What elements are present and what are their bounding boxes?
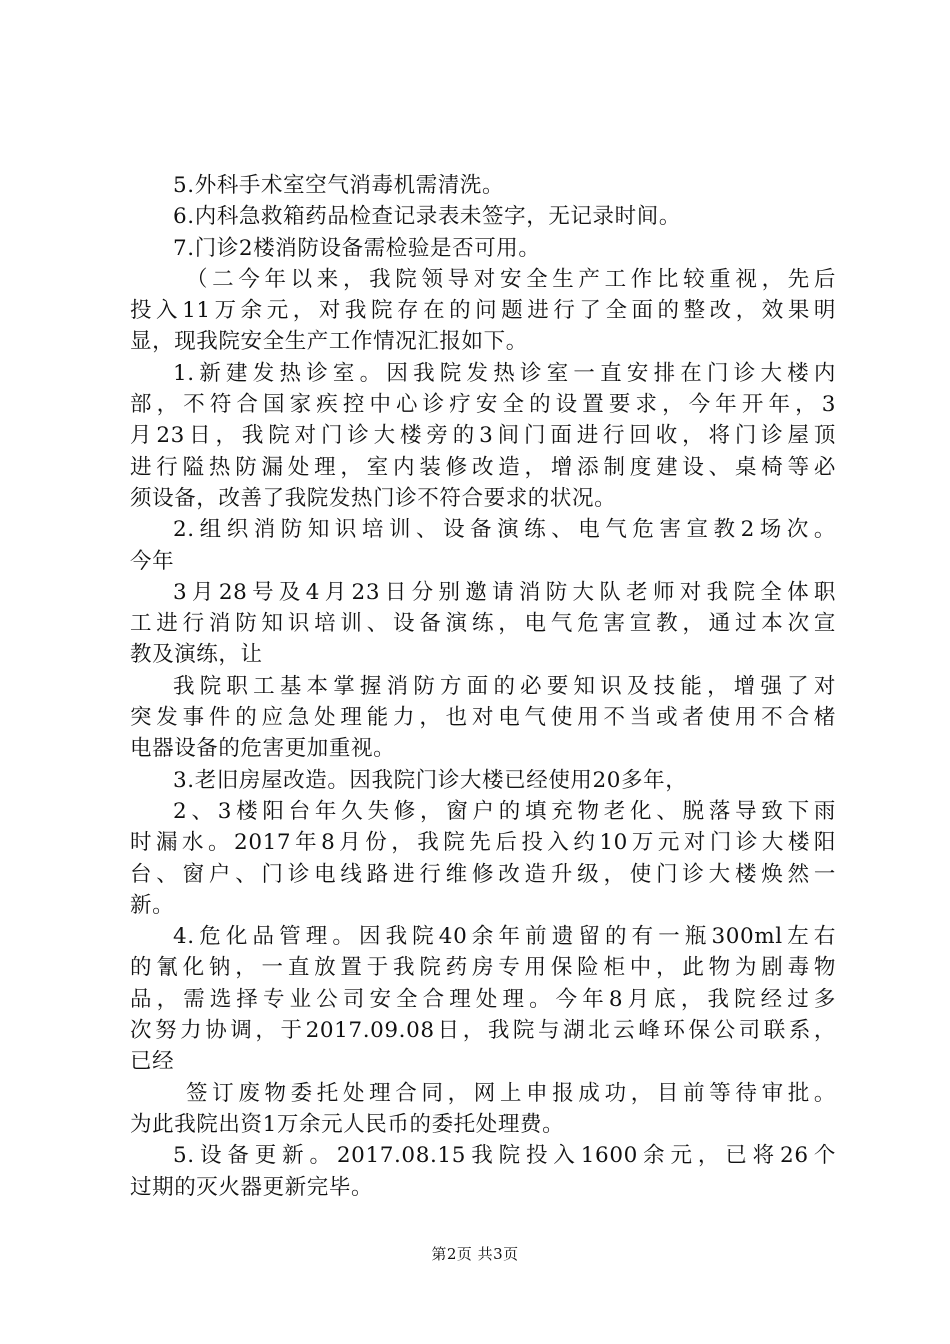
text-line: （二今年以来，我院领导对安全生产工作比较重视，先后 [186, 266, 836, 292]
text-line: 月23日，我院对门诊大楼旁的3间门面进行回收，将门诊屋顶 [130, 423, 836, 449]
text-line: 新。 [130, 892, 175, 918]
text-line: 为此我院出资1万余元人民币的委托处理费。 [130, 1111, 565, 1137]
text-line: 已经 [130, 1049, 175, 1075]
text-line: 4.危化品管理。因我院40余年前遗留的有一瓶300ml左右 [173, 924, 836, 950]
text-line: 次努力协调，于2017.09.08日，我院与湖北云峰环保公司联系， [130, 1018, 836, 1044]
text-line: 台、窗户、门诊电线路进行维修改造升级，使门诊大楼焕然一 [130, 861, 836, 887]
text-line: 须设备，改善了我院发热门诊不符合要求的状况。 [130, 485, 617, 511]
text-line: 工进行消防知识培训、设备演练，电气危害宣教，通过本次宣 [130, 611, 836, 637]
text-line: 2.组织消防知识培训、设备演练、电气危害宣教2场次。 [173, 517, 836, 543]
text-line: 6.内科急救箱药品检查记录表未签字，无记录时间。 [173, 204, 681, 230]
text-line: 进行隘热防漏处理，室内装修改造，增添制度建设、桌椅等必 [130, 454, 836, 480]
text-line: 5.外科手术室空气消毒机需清洗。 [173, 173, 505, 198]
text-line: 5.设备更新。2017.08.15我院投入1600余元，已将26个 [173, 1143, 836, 1169]
text-line: 品，需选择专业公司安全合理处理。今年8月底，我院经过多 [130, 986, 836, 1012]
text-line: 7.门诊2楼消防设备需检验是否可用。 [173, 235, 541, 261]
text-line: 时漏水。2017年8月份，我院先后投入约10万元对门诊大楼阳 [130, 830, 836, 856]
text-line: 电器设备的危害更加重视。 [130, 736, 396, 762]
text-line: 投入11万余元，对我院存在的问题进行了全面的整改，效果明 [130, 298, 836, 324]
text-line: 的氰化钠，一直放置于我院药房专用保险柜中，此物为剧毒物 [130, 955, 836, 981]
text-line: 1.新建发热诊室。因我院发热诊室一直安排在门诊大楼内 [173, 360, 836, 386]
text-line: 过期的灭火器更新完毕。 [130, 1174, 374, 1200]
text-line: 今年 [130, 548, 175, 574]
document-body [130, 170, 836, 1203]
text-line: 教及演练，让 [130, 642, 263, 668]
text-line: 3.老旧房屋改造。因我院门诊大楼已经使用20多年， [173, 767, 688, 793]
text-line: 我院职工基本掌握消防方面的必要知识及技能，增强了对 [173, 673, 836, 699]
text-line: 2、3楼阳台年久失修，窗户的填充物老化、脱落导致下雨 [173, 798, 836, 824]
text-line: 显，现我院安全生产工作情况汇报如下。 [130, 329, 528, 355]
page-footer: 第2页 共3页 [431, 1245, 519, 1263]
text-line: 突发事件的应急处理能力，也对电气使用不当或者使用不合楮 [130, 705, 836, 731]
text-line: 部，不符合国家疾控中心诊疗安全的设置要求，今年开年，3 [130, 392, 836, 418]
text-line: 3月28号及4月23日分别邀请消防大队老师对我院全体职 [173, 579, 836, 605]
text-line: 签订废物委托处理合同，网上申报成功，目前等待审批。 [186, 1080, 836, 1106]
